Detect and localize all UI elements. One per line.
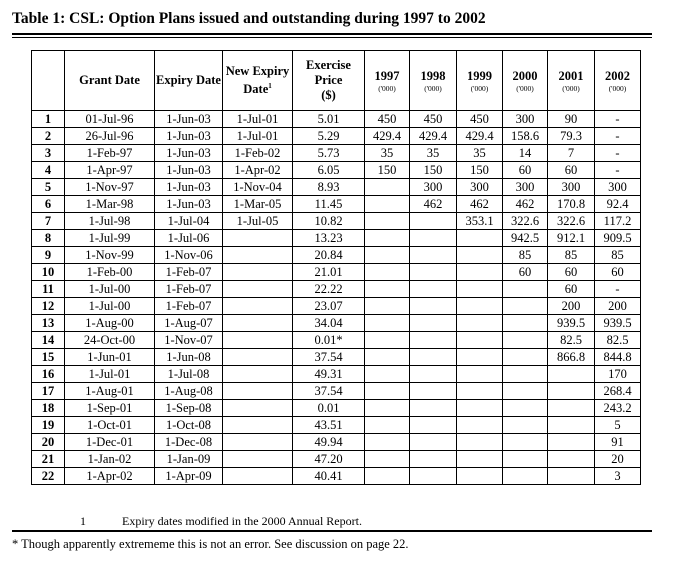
year-value-cell	[457, 332, 503, 349]
grant-date-cell: 1-Dec-01	[65, 434, 155, 451]
grant-date-cell: 1-Jul-00	[65, 281, 155, 298]
year-value-cell	[548, 417, 595, 434]
table-row	[32, 349, 641, 366]
new-expiry-date-cell	[223, 349, 293, 366]
year-value-cell: 300	[503, 179, 548, 196]
table-row	[32, 247, 641, 264]
exercise-price-cell: 0.01*	[293, 332, 365, 349]
grant-date-cell: 01-Jul-96	[65, 111, 155, 128]
new-expiry-date-cell	[223, 434, 293, 451]
year-value-cell: 35	[410, 145, 457, 162]
row-number: 11	[32, 281, 65, 298]
grant-date-cell: 1-Aug-01	[65, 383, 155, 400]
expiry-date-cell: 1-Dec-08	[155, 434, 223, 451]
exercise-price-cell: 49.94	[293, 434, 365, 451]
year-value-cell: 450	[457, 111, 503, 128]
year-value-cell	[410, 213, 457, 230]
year-value-cell: 35	[457, 145, 503, 162]
year-value-cell	[365, 213, 410, 230]
year-value-cell	[503, 332, 548, 349]
year-value-cell: 462	[503, 196, 548, 213]
option-plans-table	[31, 50, 641, 485]
year-value-cell: 82.5	[595, 332, 641, 349]
expiry-date-cell: 1-Jun-03	[155, 111, 223, 128]
year-value-cell	[410, 349, 457, 366]
year-value-cell	[410, 247, 457, 264]
year-value-cell: 939.5	[548, 315, 595, 332]
exercise-price-cell: 8.93	[293, 179, 365, 196]
new-expiry-date-cell	[223, 264, 293, 281]
year-value-cell: 60	[548, 264, 595, 281]
year-value-cell: 85	[503, 247, 548, 264]
grant-date-cell: 1-Jan-02	[65, 451, 155, 468]
row-number: 2	[32, 128, 65, 145]
year-value-cell: 85	[548, 247, 595, 264]
year-value-cell	[457, 451, 503, 468]
table-row	[32, 264, 641, 281]
year-value-cell	[503, 383, 548, 400]
year-value-cell: 60	[548, 281, 595, 298]
footnote-2: * Though apparently extrememe this is not an error. See discussion on page 22.	[12, 537, 409, 551]
grant-date-cell: 1-Oct-01	[65, 417, 155, 434]
year-value-cell	[457, 247, 503, 264]
year-value-cell: 20	[595, 451, 641, 468]
header-expiry-date: Expiry Date	[155, 51, 223, 111]
header-row	[32, 51, 641, 111]
year-value-cell	[457, 400, 503, 417]
year-value-cell: 170	[595, 366, 641, 383]
row-number: 10	[32, 264, 65, 281]
new-expiry-date-cell: 1-Jul-05	[223, 213, 293, 230]
header-year-1999: 1999 ('000)	[457, 51, 503, 111]
year-value-cell	[503, 298, 548, 315]
year-value-cell	[503, 434, 548, 451]
year-value-cell: 35	[365, 145, 410, 162]
new-expiry-date-cell	[223, 247, 293, 264]
year-value-cell	[457, 298, 503, 315]
year-value-cell: 117.2	[595, 213, 641, 230]
expiry-date-cell: 1-Nov-06	[155, 247, 223, 264]
year-value-cell: 462	[457, 196, 503, 213]
table-row	[32, 196, 641, 213]
year-value-cell	[503, 468, 548, 485]
new-expiry-date-cell	[223, 230, 293, 247]
row-number: 22	[32, 468, 65, 485]
year-value-cell: 450	[410, 111, 457, 128]
year-value-cell: 150	[457, 162, 503, 179]
grant-date-cell: 1-Sep-01	[65, 400, 155, 417]
new-expiry-date-cell: 1-Jul-01	[223, 128, 293, 145]
expiry-date-cell: 1-Jun-03	[155, 162, 223, 179]
year-value-cell	[548, 451, 595, 468]
table-row	[32, 468, 641, 485]
year-value-cell	[548, 383, 595, 400]
row-number: 1	[32, 111, 65, 128]
year-value-cell: 450	[365, 111, 410, 128]
year-value-cell	[457, 434, 503, 451]
year-value-cell	[365, 179, 410, 196]
new-expiry-date-cell	[223, 417, 293, 434]
header-year-2001: 2001 ('000)	[548, 51, 595, 111]
grant-date-cell: 1-Nov-99	[65, 247, 155, 264]
year-value-cell	[365, 230, 410, 247]
table-row	[32, 230, 641, 247]
expiry-date-cell: 1-Jun-08	[155, 349, 223, 366]
table-row	[32, 332, 641, 349]
year-value-cell	[365, 417, 410, 434]
year-value-cell: 844.8	[595, 349, 641, 366]
table-row	[32, 213, 641, 230]
year-value-cell: 243.2	[595, 400, 641, 417]
year-value-cell: 7	[548, 145, 595, 162]
new-expiry-date-cell	[223, 315, 293, 332]
year-value-cell	[410, 298, 457, 315]
year-value-cell	[457, 264, 503, 281]
expiry-date-cell: 1-Jun-03	[155, 196, 223, 213]
expiry-date-cell: 1-Apr-09	[155, 468, 223, 485]
year-value-cell	[548, 366, 595, 383]
year-value-cell: 85	[595, 247, 641, 264]
exercise-price-cell: 5.01	[293, 111, 365, 128]
header-grant-date: Grant Date	[65, 51, 155, 111]
new-expiry-date-cell: 1-Mar-05	[223, 196, 293, 213]
year-value-cell	[365, 332, 410, 349]
footnote-1: 1 Expiry dates modified in the 2000 Annual Report.	[80, 514, 362, 528]
year-value-cell	[410, 451, 457, 468]
year-value-cell	[503, 366, 548, 383]
year-value-cell: 5	[595, 417, 641, 434]
year-value-cell	[503, 315, 548, 332]
new-expiry-date-cell: 1-Jul-01	[223, 111, 293, 128]
year-value-cell	[365, 298, 410, 315]
year-value-cell	[503, 349, 548, 366]
grant-date-cell: 1-Feb-97	[65, 145, 155, 162]
exercise-price-cell: 40.41	[293, 468, 365, 485]
year-value-cell	[548, 434, 595, 451]
year-value-cell	[365, 247, 410, 264]
year-value-cell	[410, 383, 457, 400]
expiry-date-cell: 1-Feb-07	[155, 298, 223, 315]
year-value-cell: 300	[595, 179, 641, 196]
exercise-price-cell: 11.45	[293, 196, 365, 213]
exercise-price-cell: 49.31	[293, 366, 365, 383]
row-number: 16	[32, 366, 65, 383]
year-value-cell	[410, 230, 457, 247]
exercise-price-cell: 6.05	[293, 162, 365, 179]
year-value-cell: 60	[503, 264, 548, 281]
year-value-cell: 462	[410, 196, 457, 213]
year-value-cell	[365, 315, 410, 332]
row-number: 14	[32, 332, 65, 349]
exercise-price-cell: 20.84	[293, 247, 365, 264]
header-year-1997: 1997 ('000)	[365, 51, 410, 111]
table-row	[32, 162, 641, 179]
header-year-2000: 2000 ('000)	[503, 51, 548, 111]
row-number: 6	[32, 196, 65, 213]
grant-date-cell: 1-Jul-98	[65, 213, 155, 230]
year-value-cell: 942.5	[503, 230, 548, 247]
year-value-cell: 429.4	[365, 128, 410, 145]
year-value-cell: 300	[503, 111, 548, 128]
row-number: 15	[32, 349, 65, 366]
year-value-cell	[503, 400, 548, 417]
year-value-cell: 60	[595, 264, 641, 281]
row-number: 20	[32, 434, 65, 451]
expiry-date-cell: 1-Jan-09	[155, 451, 223, 468]
row-number: 13	[32, 315, 65, 332]
table-row	[32, 179, 641, 196]
expiry-date-cell: 1-Aug-08	[155, 383, 223, 400]
row-number: 5	[32, 179, 65, 196]
row-number: 9	[32, 247, 65, 264]
year-value-cell	[503, 451, 548, 468]
top-rule-thin	[12, 37, 652, 38]
year-value-cell	[457, 468, 503, 485]
year-value-cell: 200	[548, 298, 595, 315]
row-number: 17	[32, 383, 65, 400]
exercise-price-cell: 34.04	[293, 315, 365, 332]
exercise-price-cell: 47.20	[293, 451, 365, 468]
expiry-date-cell: 1-Nov-07	[155, 332, 223, 349]
year-value-cell	[410, 315, 457, 332]
year-value-cell: 14	[503, 145, 548, 162]
row-number: 4	[32, 162, 65, 179]
exercise-price-cell: 13.23	[293, 230, 365, 247]
top-rule	[12, 33, 652, 35]
expiry-date-cell: 1-Jul-04	[155, 213, 223, 230]
year-value-cell	[365, 434, 410, 451]
grant-date-cell: 1-Jul-99	[65, 230, 155, 247]
year-value-cell	[548, 468, 595, 485]
year-value-cell	[457, 383, 503, 400]
grant-date-cell: 1-Jul-00	[65, 298, 155, 315]
row-number: 7	[32, 213, 65, 230]
year-value-cell	[503, 417, 548, 434]
header-row-number	[32, 51, 65, 111]
year-value-cell: 90	[548, 111, 595, 128]
row-number: 8	[32, 230, 65, 247]
row-number: 12	[32, 298, 65, 315]
exercise-price-cell: 23.07	[293, 298, 365, 315]
year-value-cell	[410, 434, 457, 451]
expiry-date-cell: 1-Feb-07	[155, 264, 223, 281]
grant-date-cell: 26-Jul-96	[65, 128, 155, 145]
year-value-cell: 300	[410, 179, 457, 196]
year-value-cell	[365, 281, 410, 298]
year-value-cell	[365, 468, 410, 485]
header-exercise-price: Exercise Price ($)	[293, 51, 365, 111]
new-expiry-date-cell	[223, 468, 293, 485]
year-value-cell	[410, 366, 457, 383]
year-value-cell	[365, 400, 410, 417]
table-row	[32, 128, 641, 145]
new-expiry-date-cell	[223, 383, 293, 400]
expiry-date-cell: 1-Aug-07	[155, 315, 223, 332]
table-row	[32, 434, 641, 451]
new-expiry-date-cell: 1-Feb-02	[223, 145, 293, 162]
new-expiry-date-cell	[223, 366, 293, 383]
new-expiry-date-cell	[223, 332, 293, 349]
header-year-2002: 2002 ('000)	[595, 51, 641, 111]
year-value-cell: -	[595, 162, 641, 179]
year-value-cell	[548, 400, 595, 417]
year-value-cell: 300	[457, 179, 503, 196]
year-value-cell: 60	[548, 162, 595, 179]
year-value-cell: 912.1	[548, 230, 595, 247]
table-row	[32, 315, 641, 332]
year-value-cell: 60	[503, 162, 548, 179]
exercise-price-cell: 37.54	[293, 383, 365, 400]
expiry-date-cell: 1-Jul-06	[155, 230, 223, 247]
new-expiry-date-cell	[223, 281, 293, 298]
year-value-cell	[457, 349, 503, 366]
year-value-cell	[457, 417, 503, 434]
grant-date-cell: 1-Apr-02	[65, 468, 155, 485]
row-number: 18	[32, 400, 65, 417]
grant-date-cell: 1-Jul-01	[65, 366, 155, 383]
exercise-price-cell: 10.82	[293, 213, 365, 230]
new-expiry-date-cell	[223, 298, 293, 315]
year-value-cell: 300	[548, 179, 595, 196]
header-year-1998: 1998 ('000)	[410, 51, 457, 111]
table-row	[32, 111, 641, 128]
year-value-cell: 429.4	[410, 128, 457, 145]
year-value-cell: 322.6	[548, 213, 595, 230]
year-value-cell: 939.5	[595, 315, 641, 332]
year-value-cell	[410, 417, 457, 434]
year-value-cell: 322.6	[503, 213, 548, 230]
year-value-cell	[457, 315, 503, 332]
expiry-date-cell: 1-Sep-08	[155, 400, 223, 417]
table-row	[32, 400, 641, 417]
year-value-cell: 909.5	[595, 230, 641, 247]
grant-date-cell: 1-Apr-97	[65, 162, 155, 179]
exercise-price-cell: 0.01	[293, 400, 365, 417]
expiry-date-cell: 1-Jun-03	[155, 128, 223, 145]
year-value-cell: 200	[595, 298, 641, 315]
table-row	[32, 281, 641, 298]
grant-date-cell: 1-Feb-00	[65, 264, 155, 281]
exercise-price-cell: 5.73	[293, 145, 365, 162]
year-value-cell: 91	[595, 434, 641, 451]
year-value-cell	[503, 281, 548, 298]
table-row	[32, 451, 641, 468]
exercise-price-cell: 22.22	[293, 281, 365, 298]
year-value-cell	[410, 468, 457, 485]
row-number: 19	[32, 417, 65, 434]
year-value-cell	[457, 281, 503, 298]
grant-date-cell: 1-Jun-01	[65, 349, 155, 366]
new-expiry-date-cell	[223, 451, 293, 468]
year-value-cell	[365, 451, 410, 468]
year-value-cell: 268.4	[595, 383, 641, 400]
year-value-cell: 170.8	[548, 196, 595, 213]
expiry-date-cell: 1-Jul-08	[155, 366, 223, 383]
new-expiry-date-cell	[223, 400, 293, 417]
exercise-price-cell: 21.01	[293, 264, 365, 281]
year-value-cell: 158.6	[503, 128, 548, 145]
table-row	[32, 298, 641, 315]
exercise-price-cell: 5.29	[293, 128, 365, 145]
grant-date-cell: 24-Oct-00	[65, 332, 155, 349]
exercise-price-cell: 37.54	[293, 349, 365, 366]
year-value-cell: 92.4	[595, 196, 641, 213]
year-value-cell: -	[595, 145, 641, 162]
year-value-cell: 150	[365, 162, 410, 179]
table-row	[32, 383, 641, 400]
table-row	[32, 417, 641, 434]
year-value-cell	[365, 196, 410, 213]
year-value-cell: -	[595, 281, 641, 298]
year-value-cell	[410, 332, 457, 349]
year-value-cell: 3	[595, 468, 641, 485]
bottom-rule	[12, 530, 652, 532]
new-expiry-date-cell: 1-Nov-04	[223, 179, 293, 196]
year-value-cell	[457, 366, 503, 383]
year-value-cell	[410, 281, 457, 298]
row-number: 3	[32, 145, 65, 162]
year-value-cell: 82.5	[548, 332, 595, 349]
expiry-date-cell: 1-Jun-03	[155, 179, 223, 196]
year-value-cell: 353.1	[457, 213, 503, 230]
expiry-date-cell: 1-Jun-03	[155, 145, 223, 162]
year-value-cell	[365, 366, 410, 383]
year-value-cell: -	[595, 111, 641, 128]
expiry-date-cell: 1-Oct-08	[155, 417, 223, 434]
year-value-cell	[365, 383, 410, 400]
year-value-cell: -	[595, 128, 641, 145]
year-value-cell	[457, 230, 503, 247]
year-value-cell: 150	[410, 162, 457, 179]
table-row	[32, 145, 641, 162]
exercise-price-cell: 43.51	[293, 417, 365, 434]
year-value-cell: 866.8	[548, 349, 595, 366]
row-number: 21	[32, 451, 65, 468]
table-title: Table 1: CSL: Option Plans issued and outstanding during 1997 to 2002	[12, 10, 486, 27]
grant-date-cell: 1-Mar-98	[65, 196, 155, 213]
table-row	[32, 366, 641, 383]
year-value-cell	[410, 400, 457, 417]
new-expiry-date-cell: 1-Apr-02	[223, 162, 293, 179]
year-value-cell: 429.4	[457, 128, 503, 145]
header-new-expiry-date: New Expiry Date$^1$	[223, 51, 293, 111]
year-value-cell: 79.3	[548, 128, 595, 145]
grant-date-cell: 1-Nov-97	[65, 179, 155, 196]
expiry-date-cell: 1-Feb-07	[155, 281, 223, 298]
year-value-cell	[365, 349, 410, 366]
year-value-cell	[365, 264, 410, 281]
year-value-cell	[410, 264, 457, 281]
grant-date-cell: 1-Aug-00	[65, 315, 155, 332]
